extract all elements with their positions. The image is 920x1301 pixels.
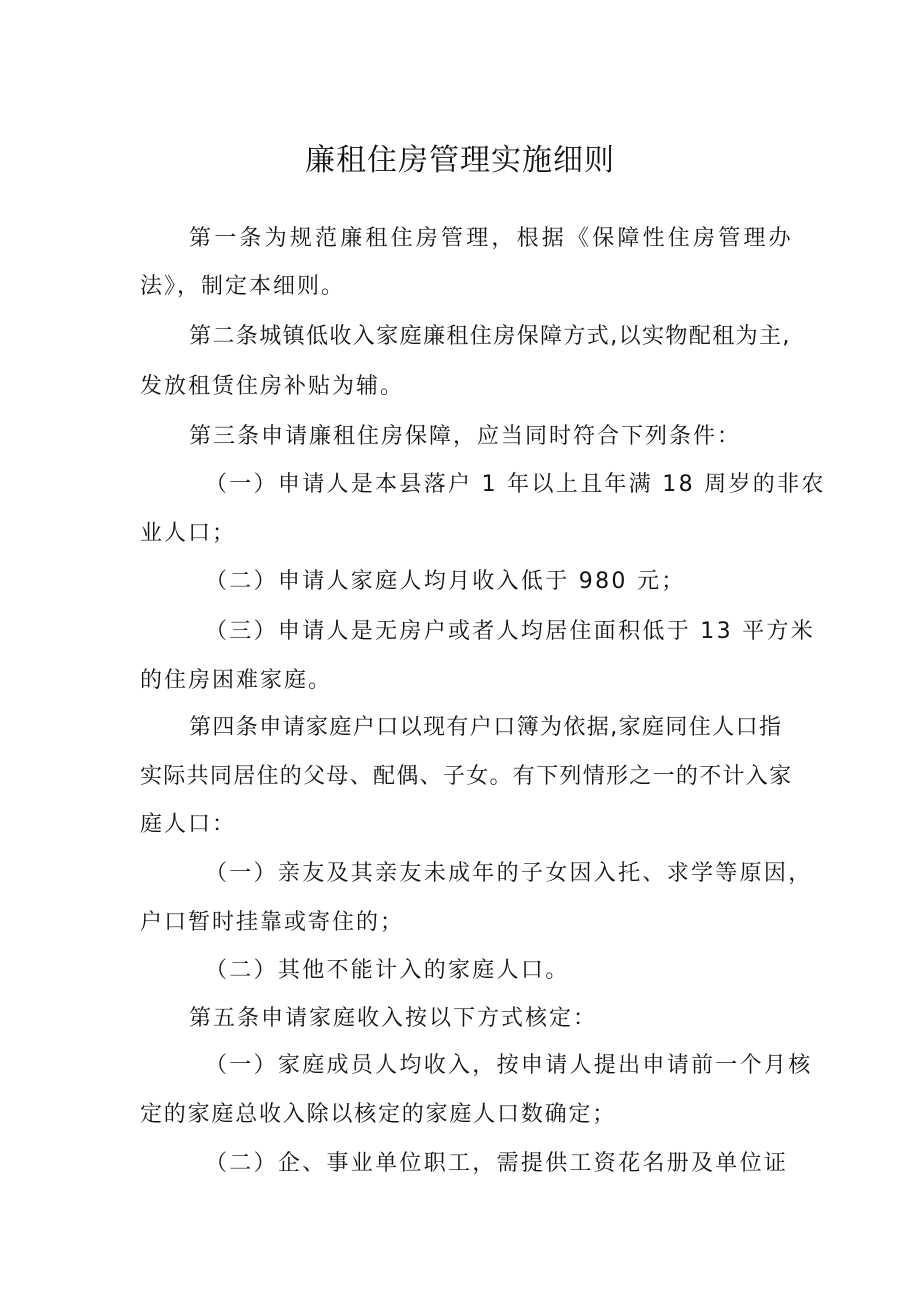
article-3-line-1: 第三条申请廉租住房保障，应当同时符合下列条件： [189,424,742,449]
article-2-line-1: 第二条城镇低收入家庭廉租住房保障方式,以实物配租为主, [189,324,791,349]
article-4-item-2: （二）其他不能计入的家庭人口。 [205,958,570,983]
article-5-item-1-line-2: 定的家庭总收入除以核定的家庭人口数确定； [140,1102,617,1127]
article-3-item-3-line-2: 的住房困难家庭。 [140,668,333,693]
article-3-item-1-line-2: 业人口； [140,521,237,546]
article-4-line-2: 实际共同居住的父母、配偶、子女。有下列情形之一的不计入家 [140,764,793,789]
article-4-line-1: 第四条申请家庭户口以现有户口簿为依据,家庭同住人口指 [189,715,783,740]
article-4-line-3: 庭人口： [140,812,237,837]
article-4-item-1-line-2: 户口暂时挂靠或寄住的； [140,910,405,935]
article-2-line-2: 发放租赁住房补贴为辅。 [140,374,405,399]
article-5-line-1: 第五条申请家庭收入按以下方式核定： [189,1006,598,1031]
page-title: 廉租住房管理实施细则 [305,143,615,178]
article-1-line-2: 法》，制定本细则。 [140,274,346,299]
article-5-item-2-line-1: （二）企、事业单位职工，需提供工资花名册及单位证 [205,1151,789,1176]
article-3-item-3-line-1: （三）申请人是无房户或者人均居住面积低于 13 平方米 [205,619,816,644]
article-3-item-2: （二）申请人家庭人均月收入低于 980 元； [205,569,686,594]
article-3-item-1-line-1: （一）申请人是本县落户 1 年以上且年满 18 周岁的非农 [205,472,826,497]
article-1-line-1: 第一条为规范廉租住房管理，根据《保障性住房管理办 [189,226,794,251]
article-5-item-1-line-1: （一）家庭成员人均收入，按申请人提出申请前一个月核 [205,1053,813,1078]
article-4-item-1-line-1: （一）亲友及其亲友未成年的子女因入托、求学等原因， [205,861,813,886]
